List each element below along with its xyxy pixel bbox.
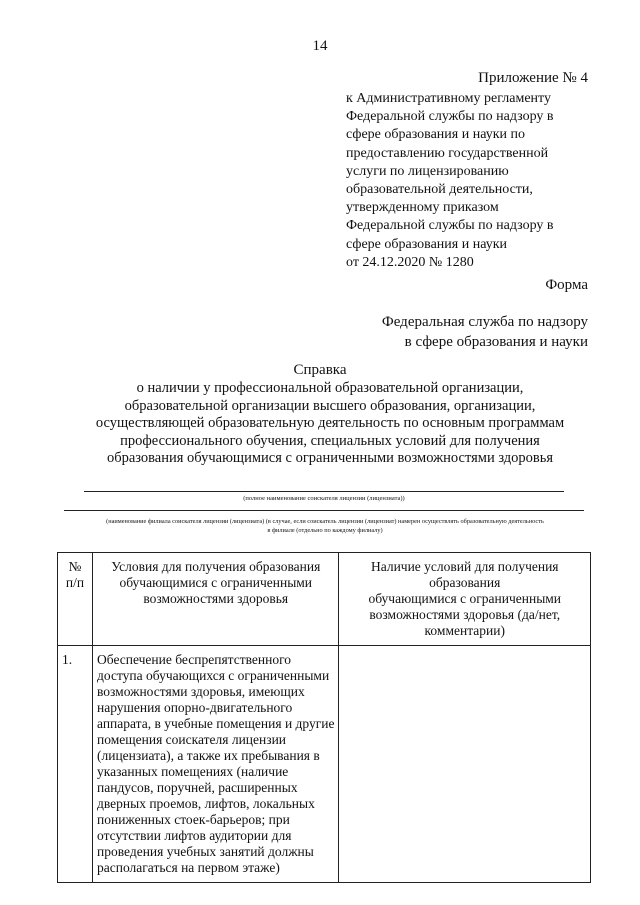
agency-line: Федеральная служба по надзору [381,314,588,330]
header-availability: Наличие условий для получения образования обучающимися с ограниченными возможностями здоровья (да/нет, комментарии) [339,553,591,646]
row-availability [339,646,591,883]
agency-line: в сфере образования и науки [404,334,588,350]
document-subtitle [60,380,600,468]
branch-caption-line: в филиале (отдельно по каждому филиалу) [267,527,383,534]
form-label: Форма [545,277,588,293]
appendix-line: сфере образования и науки [346,236,508,252]
subtitle-line: осуществляющей образовательную деятельность по основным программам [95,415,565,432]
table-row [58,646,591,883]
subtitle-line: профессионального обучения, специальных условий для получения [120,432,540,449]
appendix-line: сфере образования и науки по [346,127,526,143]
subtitle-line: образования обучающимися с ограниченными возможностями здоровья [106,450,554,467]
header-number: № п/п [58,553,93,646]
appendix-line: Федеральной службы по надзору в [346,109,554,125]
row-condition: Обеспечение беспрепятственного доступа обучающихся с ограниченными возможностями здоровья, имеющих нарушения опорно-двигательного аппарата, в учебные помещения и другие помещения соискателя лицензии (лицензиата), а также их пребывания в указанных помещениях (наличие пандусов, поручней, расширенных дверных проемов, лифтов, локальных пониженных стоек-барьеров; при отсутствии лифтов аудитории для проведения учебных занятий должны располагаться на первом этаже) [93,646,339,883]
applicant-caption: (полное наименование соискателя лицензии (лицензиата)) [243,495,405,502]
appendix-line: к Административному регламенту [346,91,551,106]
header-conditions: Условия для получения образования обучающимися с ограниченными возможностями здоровья [93,553,339,646]
appendix-line: образовательной деятельности, [346,182,533,198]
subtitle-line: о наличии у профессиональной образовательной организации, [136,380,524,396]
appendix-line: предоставлению государственной [346,145,549,161]
document-title: Справка [293,362,347,378]
appendix-title: Приложение № 4 [478,70,588,86]
subtitle-line: образовательной организации высшего образования, организации, [124,397,536,414]
agency-block [382,312,588,352]
appendix-line: от 24.12.2020 № 1280 [346,254,474,270]
page-number: 14 [312,38,328,54]
appendix-body [346,90,606,272]
appendix-line: Федеральной службы по надзору в [346,218,554,234]
appendix-line: услуги по лицензированию [346,163,509,179]
applicant-fill-line [84,491,564,492]
branch-caption-line: (наименование филиала соискателя лицензии (лицензиата) (в случае, если соискатель лицензии (лицензиат) намерен осуществлять образовательную деятельность [106,518,544,525]
conditions-table [57,552,591,883]
row-number: 1. [58,646,93,883]
appendix-line: утвержденному приказом [346,200,499,216]
branch-fill-line [64,510,584,511]
table-header-row [58,553,591,646]
branch-caption [60,517,590,535]
